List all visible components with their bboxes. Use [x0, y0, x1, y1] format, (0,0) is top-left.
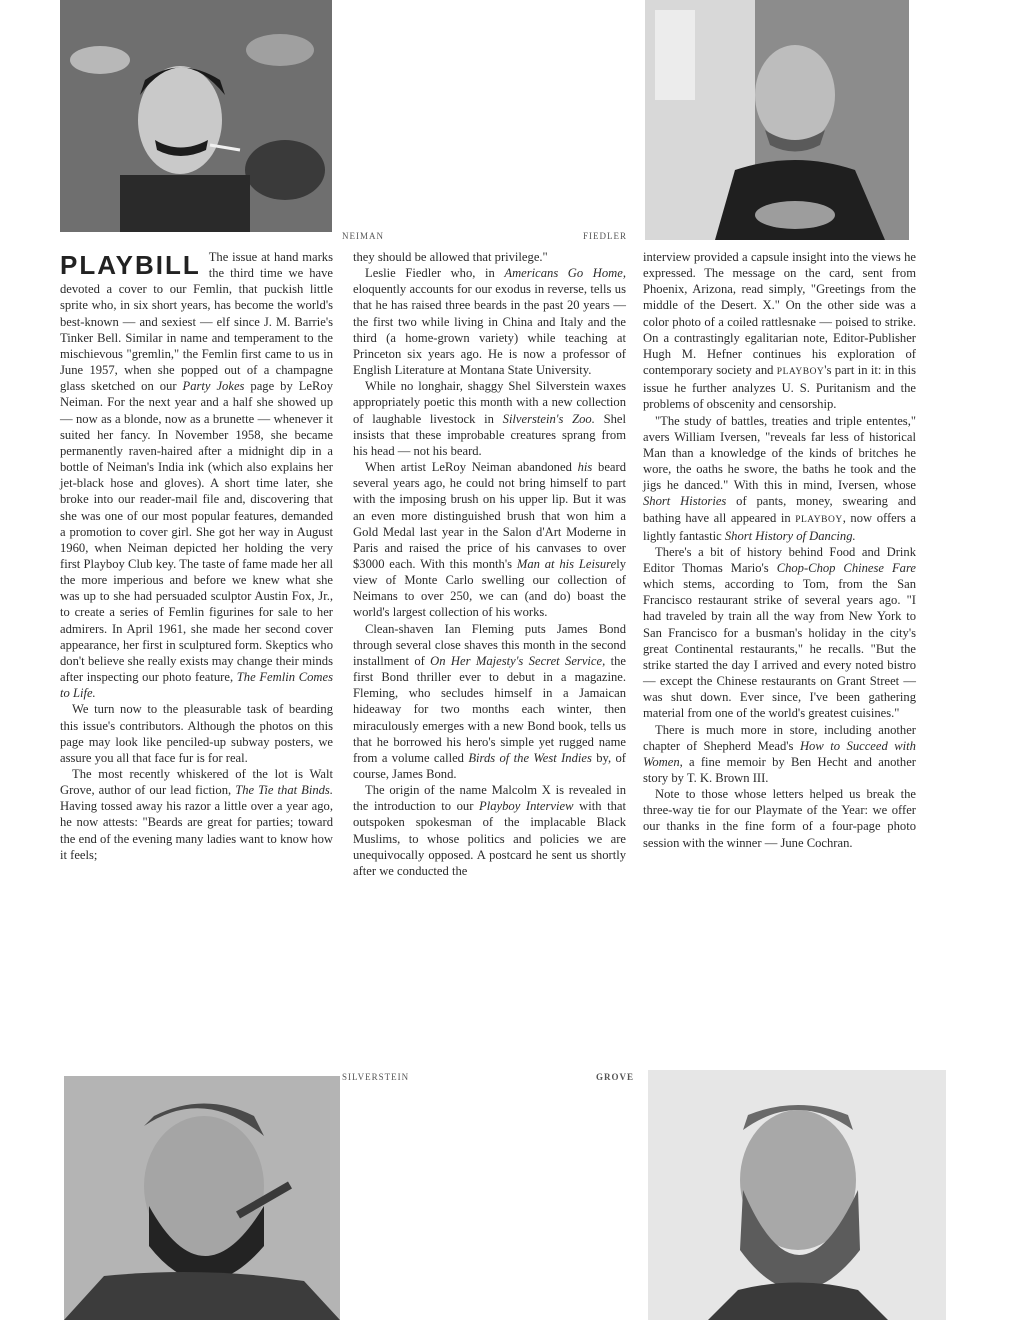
playbill-heading: PLAYBILL — [60, 250, 201, 280]
column-2 — [353, 249, 626, 879]
col2-paragraph-2 — [353, 265, 626, 378]
silverstein-photo — [64, 1076, 340, 1320]
col3-paragraph-2 — [643, 413, 916, 544]
column-3 — [643, 249, 916, 851]
column-1 — [60, 249, 333, 863]
col1-p3-text-a: The most recently whiskered of the lot is Walt Grove, author of our lead fiction, — [60, 767, 333, 798]
col3-p2-italic-b: Short Histories — [643, 494, 727, 509]
col2-p5-italic-d: Birds of the West Indies — [468, 750, 592, 765]
col2-p2-text-a: Leslie Fiedler who, in — [365, 266, 505, 281]
col2-p6-text-a: The origin of the name Malcolm X is revealed in the introduction to our — [353, 783, 626, 814]
col3-p1-text-a: interview provided a capsule insight into the views he expressed. The message on the card, sent from Phoenix, Arizona, read simply, "Greetings from the middle of the Desert. X." On the other side was a color photo of a coiled rattlesnake — poised to strike. On a contrastingly egalitarian note, Editor-Publisher Hugh M. Hefner continues his exploration of contemporary society and — [643, 250, 916, 378]
col3-p4-text-c: a fine memoir by Ben Hecht and another story by T. K. Brown III. — [643, 754, 916, 785]
fiedler-photo — [645, 0, 909, 240]
col3-p3-text-a: There's a bit of history behind Food and Drink Editor Thomas Mario's — [643, 544, 916, 575]
grove-caption: GROVE — [596, 1072, 635, 1082]
col3-p2-smallcaps-d: PLAYBOY — [795, 514, 843, 525]
neiman-photo — [60, 0, 332, 232]
col3-p2-text-a: "The study of battles, treaties and triple ententes," avers William Iversen, "reveals far less of historical Man than a knowledge of the kinds of britches he wore, the oaths he swore, the baths he took and the jigs he danced." With this in mind, Iversen, whose — [643, 413, 916, 493]
silverstein-caption: SILVERSTEIN — [342, 1072, 410, 1082]
col2-p2-italic-b: Americans Go Home, — [504, 266, 626, 281]
col2-p6-italic-b: Playboy Interview — [479, 799, 574, 814]
grove-photo-image — [648, 1070, 946, 1320]
col2-p2-text-c: eloquently accounts for our exodus in reverse, tells us that he has raised three beards in the past 20 years — the first two while living in China and Italy and the third (a home-grown variety) while teaching at Princeton six years ago. He is now a professor of English Literature at Montana State University. — [353, 282, 626, 378]
col2-p4-italic-d: Man at his Leisure — [516, 556, 617, 571]
col1-paragraph-3 — [60, 766, 333, 863]
col1-p3-text-c: Having tossed away his razor a little over a year ago, he now attests: "Beards are great for parties; toward the end of the evening many ladies want to know how it feels; — [60, 799, 333, 862]
col2-p4-text-a: When artist LeRoy Neiman abandoned — [365, 460, 578, 475]
col2-p3-text-c: Shel insists that these improbable creatures sprang from his head — not his beard. — [353, 411, 626, 458]
neiman-photo-image — [60, 0, 332, 232]
col2-p3-italic-b: Silverstein's Zoo. — [502, 411, 595, 426]
col2-p5-text-a: Clean-shaven Ian Fleming puts James Bond through several close shaves this month in the second installment of — [353, 621, 626, 668]
col2-p3-text-a: While no longhair, shaggy Shel Silverstein waxes appropriately poetic this month with a new collection of laughable livestock in — [353, 379, 626, 426]
col2-paragraph-6 — [353, 782, 626, 879]
col1-p1-italic-b: Party Jokes — [182, 379, 245, 394]
col3-paragraph-1 — [643, 249, 916, 413]
col3-p4-italic-b: How to Succeed with Women, — [643, 738, 916, 769]
grove-photo — [648, 1070, 946, 1320]
col3-p2-text-e: , now offers a lightly fantastic — [643, 510, 916, 543]
col3-p4-text-a: There is much more in store, including another chapter of Shepherd Mead's — [643, 722, 916, 753]
col3-paragraph-3 — [643, 544, 916, 722]
col3-paragraph-5: Note to those whose letters helped us break the three-way tie for our Playmate of the Year: we offer our thanks in the fine form of a four-page photo session with the winner — June Cochran. — [643, 787, 916, 850]
col2-paragraph-3 — [353, 378, 626, 459]
col2-p5-text-c: the first Bond thriller ever to debut in a magazine. Fleming, who secludes himself in a Jamaican hideaway for two months each winter, then miraculously emerges with a new Bond book, tells us that he borrowed his hero's simple yet rugged name from a volume called — [353, 653, 626, 765]
fiedler-caption: FIEDLER — [583, 231, 627, 241]
col2-p4-italic-b: his — [577, 460, 593, 475]
col2-p5-text-e: by, of course, James Bond. — [353, 750, 626, 781]
col1-p1-text-a: The issue at hand marks the third time we have devoted a cover to our Femlin, that puckish little sprite who, in six short years, has become the world's best-known — and sexiest — elf since J. M. Barrie's Tinker Bell. Similar in name and temperament to the mischievous "gremlin," the Femlin first came to us in June 1957, when she popped out of a champagne glass sketched on our — [60, 250, 333, 394]
fiedler-photo-image — [645, 0, 909, 240]
col2-p4-text-c: beard several years ago, he could not bring himself to part with the imposing brush on his upper lip. But it was an even more distinguished brush that won him a Gold Medal last year in the Salon d'Art Moderne in Paris and raised the price of his canvases to over $3000 each. With this month's — [353, 460, 626, 571]
col2-p6-text-c: with that outspoken spokesman of the implacable Black Muslims, to whose politics and policies we are unequivocally opposed. A postcard he sent us shortly after we conducted the — [353, 799, 627, 878]
col3-p3-italic-b: Chop-Chop Chinese Fare — [776, 560, 916, 575]
neiman-caption: NEIMAN — [342, 231, 384, 241]
col3-p1-text-c: 's part in it: in this issue he further analyzes U. S. Puritanism and the problems of obscenity and censorship. — [643, 363, 916, 412]
col2-paragraph-1: they should be allowed that privilege." — [353, 250, 548, 264]
col2-paragraph-4 — [353, 459, 626, 621]
col2-p4-text-e: ly view of Monte Carlo swelling our collection of Neimans to over 250, we can (and do) boast the world's largest collection of his works. — [353, 556, 626, 620]
col2-paragraph-5 — [353, 621, 626, 783]
col1-p3-italic-b: The Tie that Binds. — [235, 783, 333, 798]
col3-p2-text-c: of pants, money, swearing and bathing have all appeared in — [643, 494, 917, 525]
col3-p1-smallcaps-b: PLAYBOY — [776, 367, 825, 378]
col1-p1-text-c: page by LeRoy Neiman. For the next year and a half she showed up — now as a blonde, now as a brunette — whenever it suited her fancy. In November 1958, she became permanently raven-haired after a midnight dip in a bottle of Neiman's India ink (which also explains her jet-black hose and gloves). A short time later, she broke into our reader-mail file and, discovering that she was one of our most popular features, demanded a promotion to cover girl. She got her way in August 1960, when Neiman depicted her holding the very first Playboy Club key. The taste of fame made her all the more imperious and before we knew what she was up to she had persuaded sculptor Austin Fox, Jr., to create a series of Femlin figurines for sale to her admirers. In April 1961, she made her second cover appearance, her first in sculptured form. Skeptics who don't believe she really exists may change their minds after inspecting our photo feature, — [60, 379, 333, 685]
col1-p1-italic-d: The Femlin Comes to Life. — [60, 670, 333, 701]
col2-p5-italic-b: On Her Majesty's Secret Service, — [430, 653, 606, 668]
silverstein-photo-image — [64, 1076, 340, 1320]
col3-p2-italic-f: Short History of Dancing. — [724, 528, 856, 543]
col3-p3-text-c: which stems, according to Tom, from the San Francisco restaurant strike of several years ago. "I had traveled by train all the way from New York to San Francisco for a busman's holiday in the city's great Continental restaurants," he recalls. "But the strike started the day I arrived and every noted bistro — except the Chinese restaurants on Grant Street — was shut down. Ever since, I've been gathering material from one of the world's greatest cuisines." — [643, 577, 916, 721]
col3-paragraph-4 — [643, 722, 916, 787]
col1-paragraph-2: We turn now to the pleasurable task of bearding this issue's contributors. Although the photos on this page may look like penciled-up subway posters, we assure you all that face fur is for real. — [60, 702, 333, 765]
col1-paragraph-1 — [60, 249, 333, 701]
